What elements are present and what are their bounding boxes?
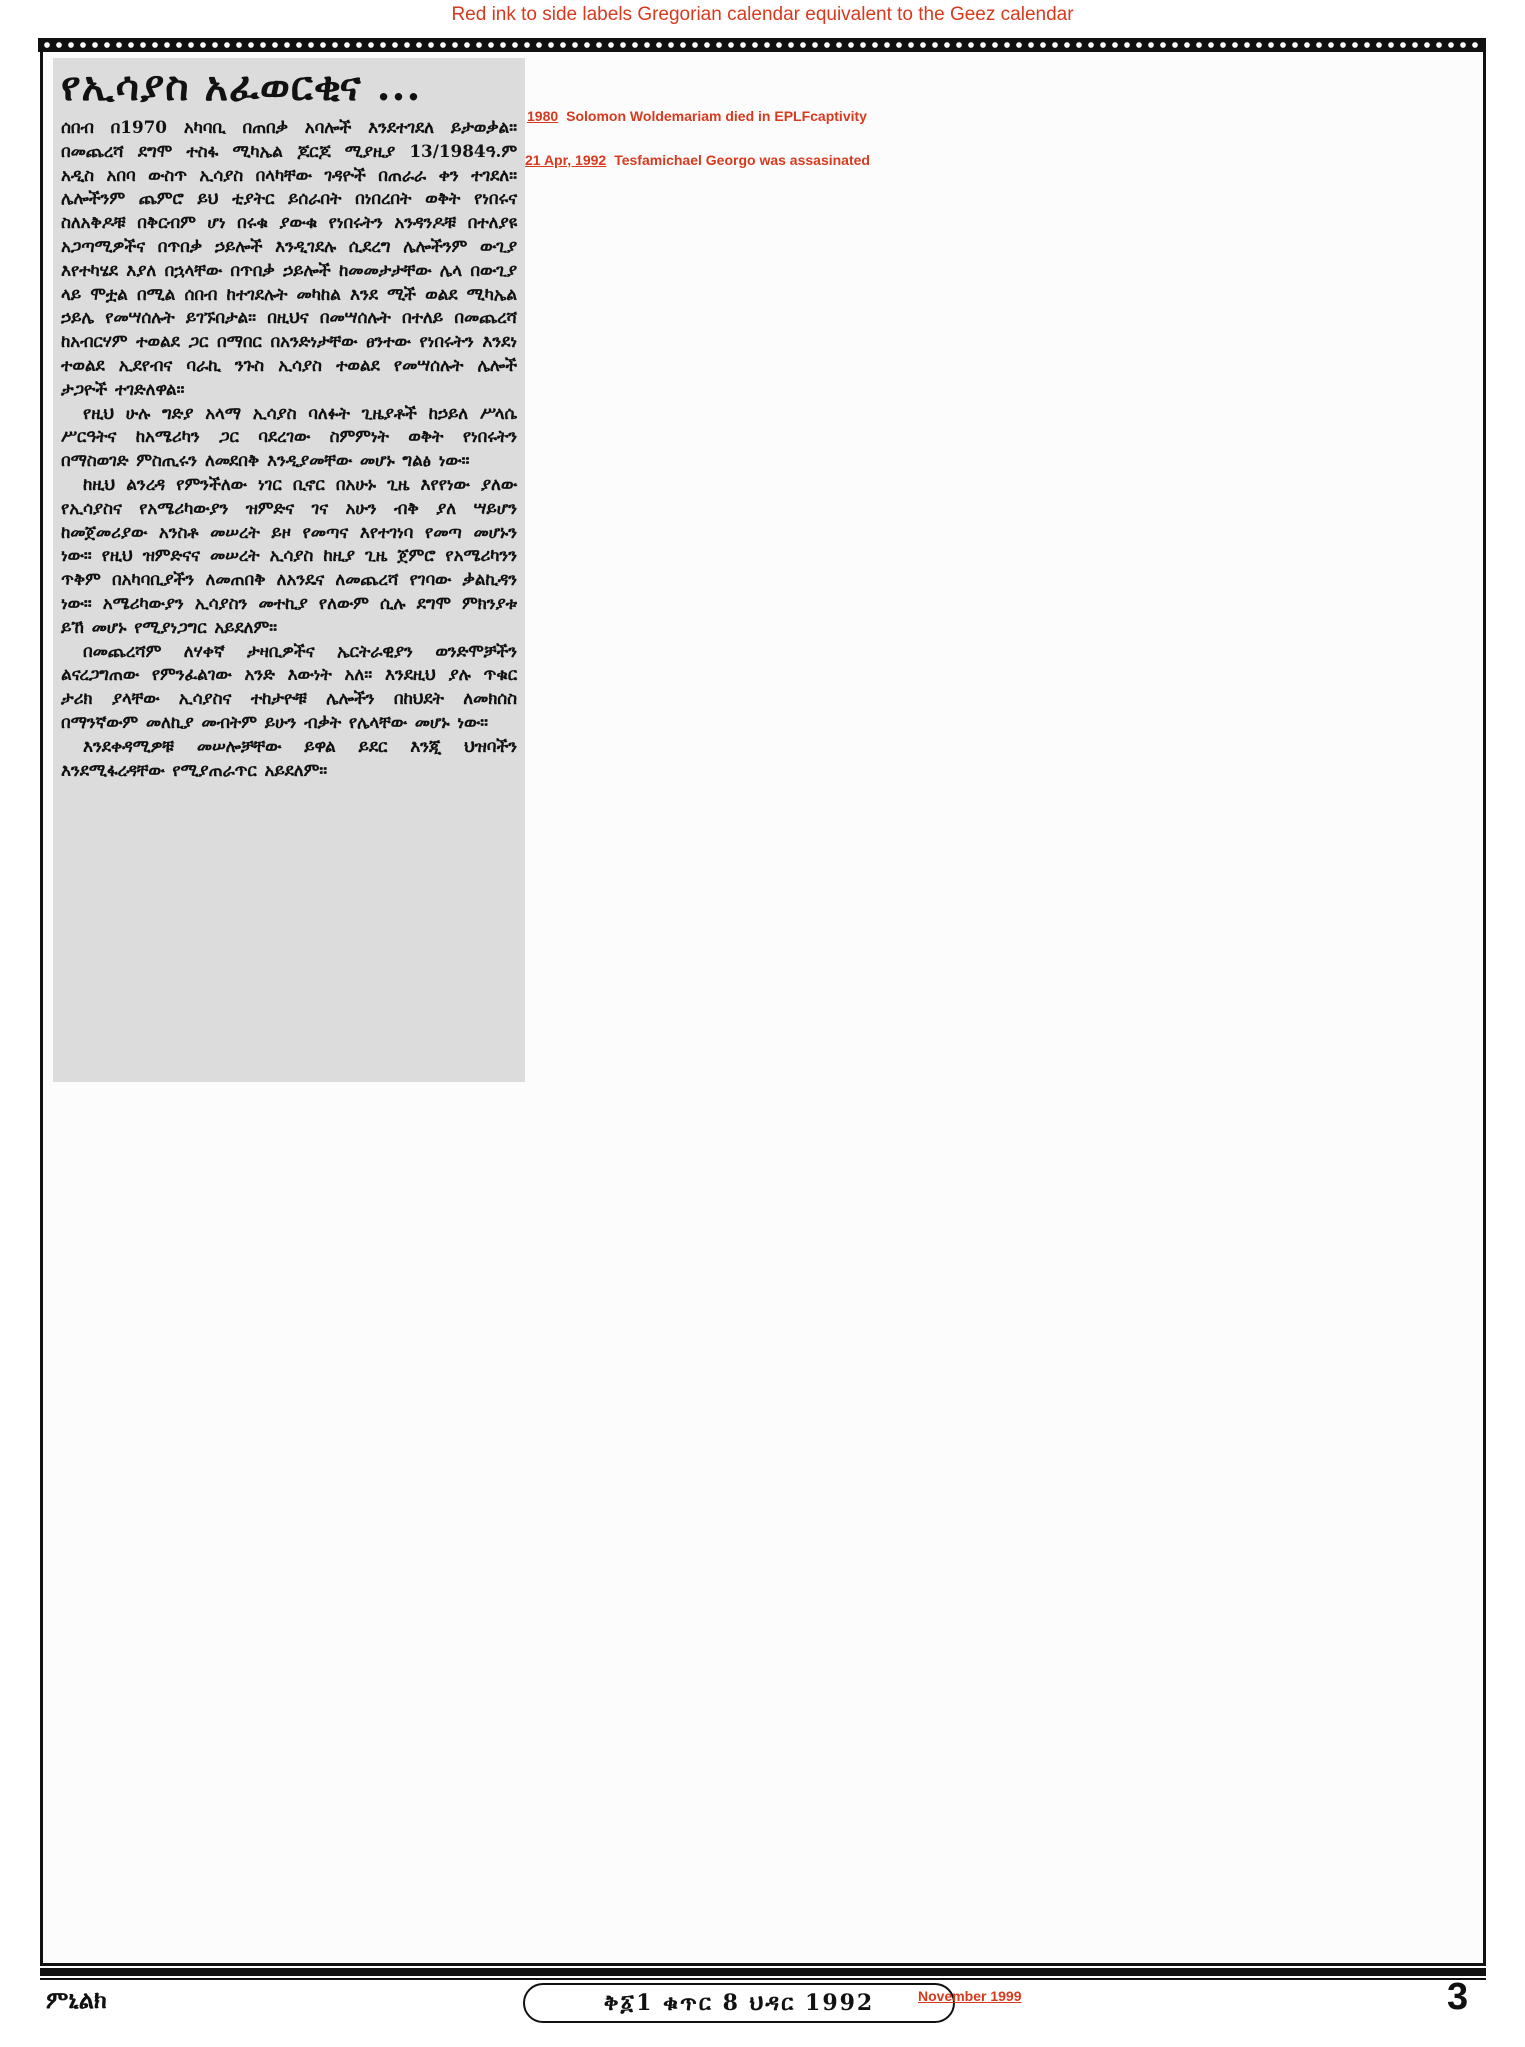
side-note [525, 152, 870, 168]
article-paragraph: በመጨረሻም ለሃቀኛ ታዛቢዎችና ኤርትራዊያን ወንድሞቻችን ልናረጋግጠው የምንፈልገው አንድ እውነት አለ። እንደዚህ ያሉ ጥቁር ታሪክ ያላቸው ኢሳያስና ተከታዮቹ ሌሎችን በከህደት ለመክሰስ በማንኛውም መለኪያ መብትም ይሁን ብቃት የሌላቸው መሆኑ ነው። [61, 640, 517, 732]
article-paragraph: እንደቀዳሚዎቹ መሠሎቻቸው ይዋል ይደር እንጂ ህዝባችን እንደሚፋረዳቸው የሚያጠራጥር አይደለም። [61, 735, 517, 780]
footer-rule [40, 1968, 1486, 1976]
gregorian-date-note: November 1999 [918, 1988, 1022, 2004]
newspaper-clipping [53, 58, 525, 1082]
side-note [527, 108, 867, 124]
decorative-top-border [38, 38, 1484, 52]
top-annotation-note: Red ink to side labels Gregorian calendar equivalent to the Geez calendar [451, 4, 1074, 25]
page-number: 3 [1447, 1976, 1469, 2018]
issue-date-box: ቅ፩1 ቁጥር 8 ህዳር 1992 [523, 1983, 955, 2023]
side-note-text: Solomon Woldemariam died in EPLFcaptivity [566, 108, 867, 124]
publication-name: ምኒልክ [46, 1986, 107, 2014]
side-note-date: 21 Apr, 1992 [525, 152, 607, 168]
article-paragraph: ሰበብ በ1970 አካባቢ በጠበቃ አባሎች እንደተገደለ ይታወቃል። በመጨረሻ ደግሞ ተስፋ ሚካኤል ጆርጆ ሚያዚያ 13/1984ዓ.ም አዲስ አበባ ውስጥ ኢሳያስ በላካቸው ገዳዮች በጠራራ ቀን ተገደለ። ሌሎችንም ጨምሮ ይህ ቲያትር ይሰራበት በነበረበት ወቅት የነበሩና ስለአቅዶቹ በቅርብም ሆነ በሩቁ ያውቁ የነበሩትን አንዳንዶቹ በተለያዩ አጋጣሚዎችና በጥበቃ ኃይሎች እንዲገደሉ ሲደረግ ሌሎችንም ውጊያ እየተካሄደ እያለ በኋላቸው በጥበቃ ኃይሎች ከመመታታቸው ሌላ በውጊያ ላይ ሞቷል በሚል ሰበብ ከተገደሉት መካከል እንደ ሚች ወልደ ሚካኤል ኃይሌ የመሣሰሉት ይገኙበታል። በዚህና በመሣሰሉት በተለይ በመጨረሻ ከአብርሃም ተወልደ ጋር በማበር በአንድነታቸው ፀንተው የነበሩትን እንደነ ተወልደ ኢደየብና ባራኪ ንጉስ ኢሳያስ ተወልደ የመሣሰሉት ሌሎች ታጋዮች ተገድለዋል። [61, 117, 517, 399]
article-paragraph: የዚህ ሁሉ ግድያ አላማ ኢሳያስ ባለፉት ጊዜያቶች ከኃይለ ሥላሴ ሥርዓትና ከአሜሪካን ጋር ባደረገው ስምምነት ወቅት የነበሩትን በማስወገድ ምስጢሩን ለመደበቅ እንዲያመቸው መሆኑ ግልፅ ነው። [61, 402, 517, 471]
side-note-date: 1980 [527, 108, 559, 124]
side-note-text: Tesfamichael Georgo was assasinated [614, 152, 870, 168]
footer-rule [40, 1978, 1486, 1980]
article-paragraph: ከዚህ ልንረዳ የምንችለው ነገር ቢኖር በአሁኑ ጊዜ እየየነው ያለው የኢሳያስና የአሜሪካውያን ዝምድና ገና አሁን ብቅ ያለ ሣይሆን ከመጀመሪያው አንስቶ መሠረት ይዞ የመጣና እየተገነባ የመጣ መሆኑን ነው። የዚህ ዝምድናና መሠረት ኢሳያስ ከዚያ ጊዜ ጀምሮ የአሜሪካንን ጥቅም በአካባቢያችን ለመጠበቅ ለአንዴና ለመጨረሻ የገባው ቃልኪዳን ነው። አሜሪካውያን ኢሳያስን መተኪያ የለውም ሲሉ ደግሞ ምክንያቱ ይኸ መሆኑ የሚያነጋግር አይደለም። [61, 473, 517, 637]
footer-rule [40, 1963, 1486, 1966]
article-title: የኢሳያስ አፈወርቂና ... [61, 63, 422, 110]
